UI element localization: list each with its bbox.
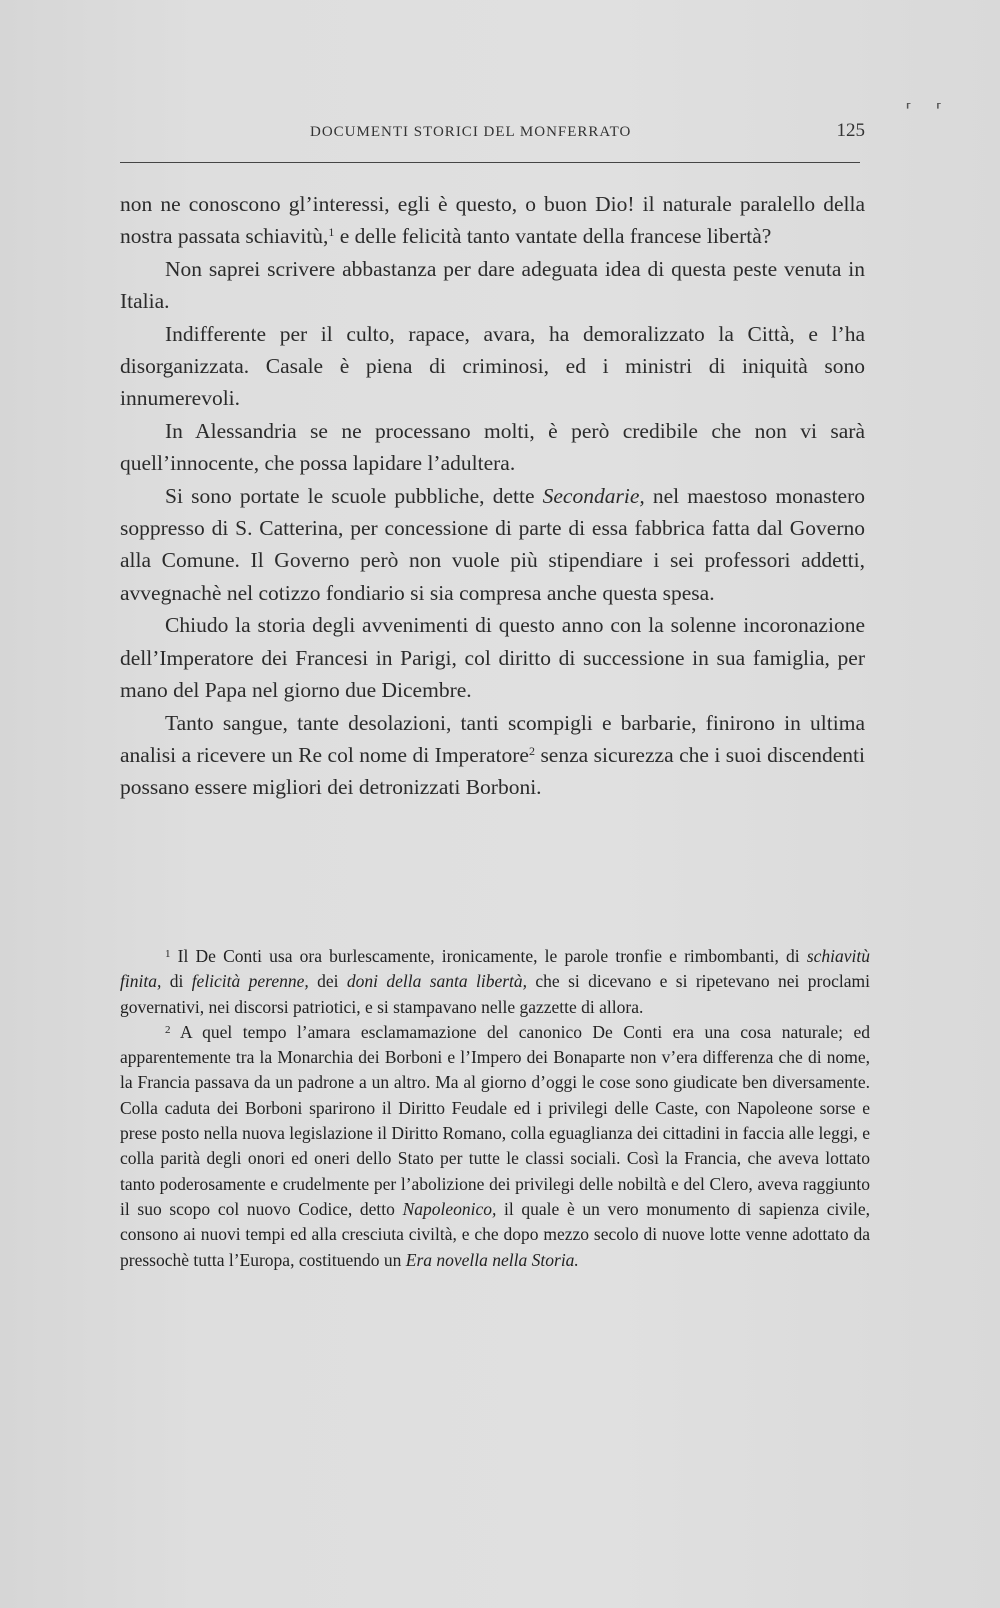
paragraph-3: Indifferente per il culto, rapace, avara, ha demoralizzato la Città, e l’ha disorganizzata. Casale è piena di criminosi, ed i ministri di iniquità sono innumerevoli. xyxy=(120,321,865,411)
page-header xyxy=(120,120,865,144)
paragraph-1-text-a: non ne conoscono gl’interessi, egli è questo, o buon Dio! il naturale paralello della nostra passata schiavitù, xyxy=(120,192,865,249)
paragraph-5 xyxy=(120,480,865,610)
footnote-1-italic-3: doni della santa libertà, xyxy=(346,971,528,992)
paragraph-7 xyxy=(120,707,865,804)
footnote-1-italic-1: schiavitù finita, xyxy=(120,946,870,992)
main-text xyxy=(120,188,865,804)
margin-mark: ⸢ ⸢ xyxy=(905,102,952,119)
page-number: 125 xyxy=(836,120,865,141)
footnote-2-italic-1: Napoleonico, xyxy=(402,1198,497,1219)
footnotes xyxy=(120,944,870,1273)
paragraph-6: Chiudo la storia degli avvenimenti di questo anno con la solenne incoronazione dell’Imperatore dei Francesi in Parigi, col diritto di successione in sua famiglia, per mano del Papa nel giorno due Dicembre. xyxy=(120,613,865,703)
footnote-2-mark: 2 xyxy=(165,1023,171,1036)
paragraph-5-text-a: Si sono portate le scuole pubbliche, dette xyxy=(165,483,543,508)
footnote-2 xyxy=(120,1020,870,1273)
footnote-ref-2[interactable]: 2 xyxy=(528,743,535,758)
paragraph-1 xyxy=(120,188,865,253)
running-title: DOCUMENTI STORICI DEL MONFERRATO xyxy=(310,124,632,140)
footnote-1-mark: 1 xyxy=(165,948,171,960)
paragraph-1-text-b: e delle felicità tanto vantate della francese libertà? xyxy=(334,224,772,249)
paragraph-7-text-b: senza sicurezza che i suoi discendenti possano essere migliori dei detronizzati Borboni. xyxy=(120,742,865,800)
footnote-1-text-3: dei xyxy=(308,971,347,992)
paragraph-2: Non saprei scrivere abbastanza per dare adeguata idea di questa peste venuta in Italia. xyxy=(120,256,865,314)
footnote-1-text-1: Il De Conti usa ora burlescamente, ironicamente, le parole tronfie e rimbombanti, di xyxy=(170,946,807,966)
footnote-1-italic-2: felicità perenne, xyxy=(191,971,309,992)
paragraph-7-text-a: Tanto sangue, tante desolazioni, tanti scompigli e barbarie, finirono in ultima analisi a ricevere un Re col nome di Imperatore xyxy=(120,710,865,767)
footnote-ref-1[interactable]: 1 xyxy=(328,225,335,240)
paragraph-5-text-b: nel maestoso monastero soppresso di S. Catterina, per concessione di parte di essa fabbrica fatta dal Governo alla Comune. Il Governo però non vuole più stipendiare i sei professori addetti, avvegnachè nel cotizzo fondiario si sia compresa anche questa spesa. xyxy=(120,483,866,605)
footnote-2-text-2: il quale è un vero monumento di sapienza civile, consono ai nuovi tempi ed alla cresciuta civiltà, e che dopo mezzo secolo di nuove lotte venne adottato da pressochè tutta l’Europa, costituendo un xyxy=(120,1198,871,1270)
footnote-1-text-4: che si dicevano e si ripetevano nei proclami governativi, nei discorsi patriotici, e si stampavano nelle gazzette di allora. xyxy=(120,971,870,1017)
paragraph-5-italic: Secondarie, xyxy=(542,483,645,508)
paragraph-4: In Alessandria se ne processano molti, è però credibile che non vi sarà quell’innocente, che possa lapidare l’adultera. xyxy=(120,418,865,476)
footnote-1 xyxy=(120,944,870,1020)
footnote-1-text-2: di xyxy=(161,971,192,992)
header-rule xyxy=(120,162,860,163)
footnote-2-text-1: A quel tempo l’amara esclamamazione del canonico De Conti era una cosa naturale; ed apparentemente tra la Monarchia dei Borboni e l’Impero dei Bonaparte non v’era differenza che di nome, la Francia passava da un padrone a un altro. Ma al giorno d’oggi le cose sono giudicate ben diversamente. Colla caduta dei Borboni sparirono il Diritto Feudale ed i privilegi delle Caste, con Napoleone sorse e prese posto nella nuova legislazione il Diritto Romano, colla eguaglianza dei cittadini in faccia alle leggi, e colla parità degli onori ed oneri dello Stato per tutte le classi sociali. Così la Francia, che aveva lottato tanto poderosamente e crudelmente per l’abolizione dei privilegi delle nobiltà e del Clero, aveva raggiunto il suo scopo col nuovo Codice, detto xyxy=(120,1021,870,1219)
footnote-2-italic-2: Era novella nella Storia. xyxy=(405,1249,579,1270)
